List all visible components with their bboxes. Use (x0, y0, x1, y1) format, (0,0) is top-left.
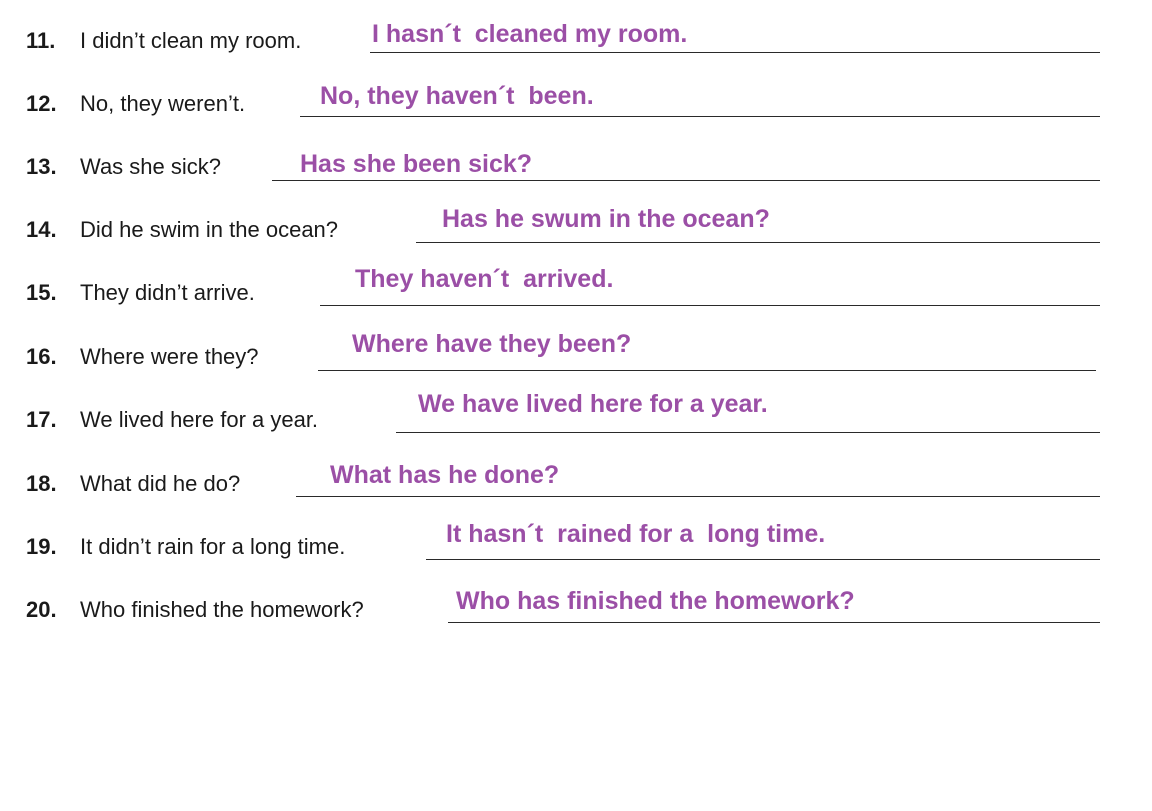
answer-text[interactable]: They haven´t arrived. (355, 265, 614, 293)
item-prompt: Who finished the homework? (80, 597, 364, 622)
answer-text[interactable]: We have lived here for a year. (418, 390, 768, 418)
answer-text[interactable]: What has he done? (330, 461, 560, 489)
item-number: 17. (26, 407, 57, 432)
answer-line (426, 559, 1100, 560)
item-prompt: No, they weren’t. (80, 91, 246, 116)
answer-line (318, 370, 1096, 371)
item-number: 15. (26, 280, 57, 305)
item-number: 13. (26, 154, 57, 179)
item-number: 20. (26, 597, 57, 622)
item-prompt: We lived here for a year. (80, 407, 319, 432)
answer-text[interactable]: No, they haven´t been. (320, 82, 594, 110)
item-number: 19. (26, 534, 57, 559)
item-prompt: What did he do? (80, 471, 241, 496)
answer-line (300, 116, 1100, 117)
answer-text[interactable]: Who has finished the homework? (456, 587, 855, 615)
item-number: 16. (26, 344, 57, 369)
answer-text[interactable]: Where have they been? (352, 330, 632, 358)
item-number: 18. (26, 471, 57, 496)
item-number: 14. (26, 217, 57, 242)
answer-line (296, 496, 1100, 497)
item-prompt: I didn’t clean my room. (80, 28, 302, 53)
answer-text[interactable]: Has he swum in the ocean? (442, 205, 770, 233)
item-prompt: Did he swim in the ocean? (80, 217, 339, 242)
item-prompt: Where were they? (80, 344, 259, 369)
answer-text[interactable]: It hasn´t rained for a long time. (446, 520, 826, 548)
answer-line (320, 305, 1100, 306)
item-prompt: It didn’t rain for a long time. (80, 534, 346, 559)
answer-text[interactable]: Has she been sick? (300, 150, 533, 178)
answer-text[interactable]: I hasn´t cleaned my room. (372, 20, 688, 48)
answer-line (416, 242, 1100, 243)
item-number: 12. (26, 91, 57, 116)
answer-line (396, 432, 1100, 433)
item-number: 11. (26, 28, 56, 53)
answer-line (448, 622, 1100, 623)
item-prompt: They didn’t arrive. (80, 280, 255, 305)
answer-line (272, 180, 1100, 181)
item-prompt: Was she sick? (80, 154, 222, 179)
